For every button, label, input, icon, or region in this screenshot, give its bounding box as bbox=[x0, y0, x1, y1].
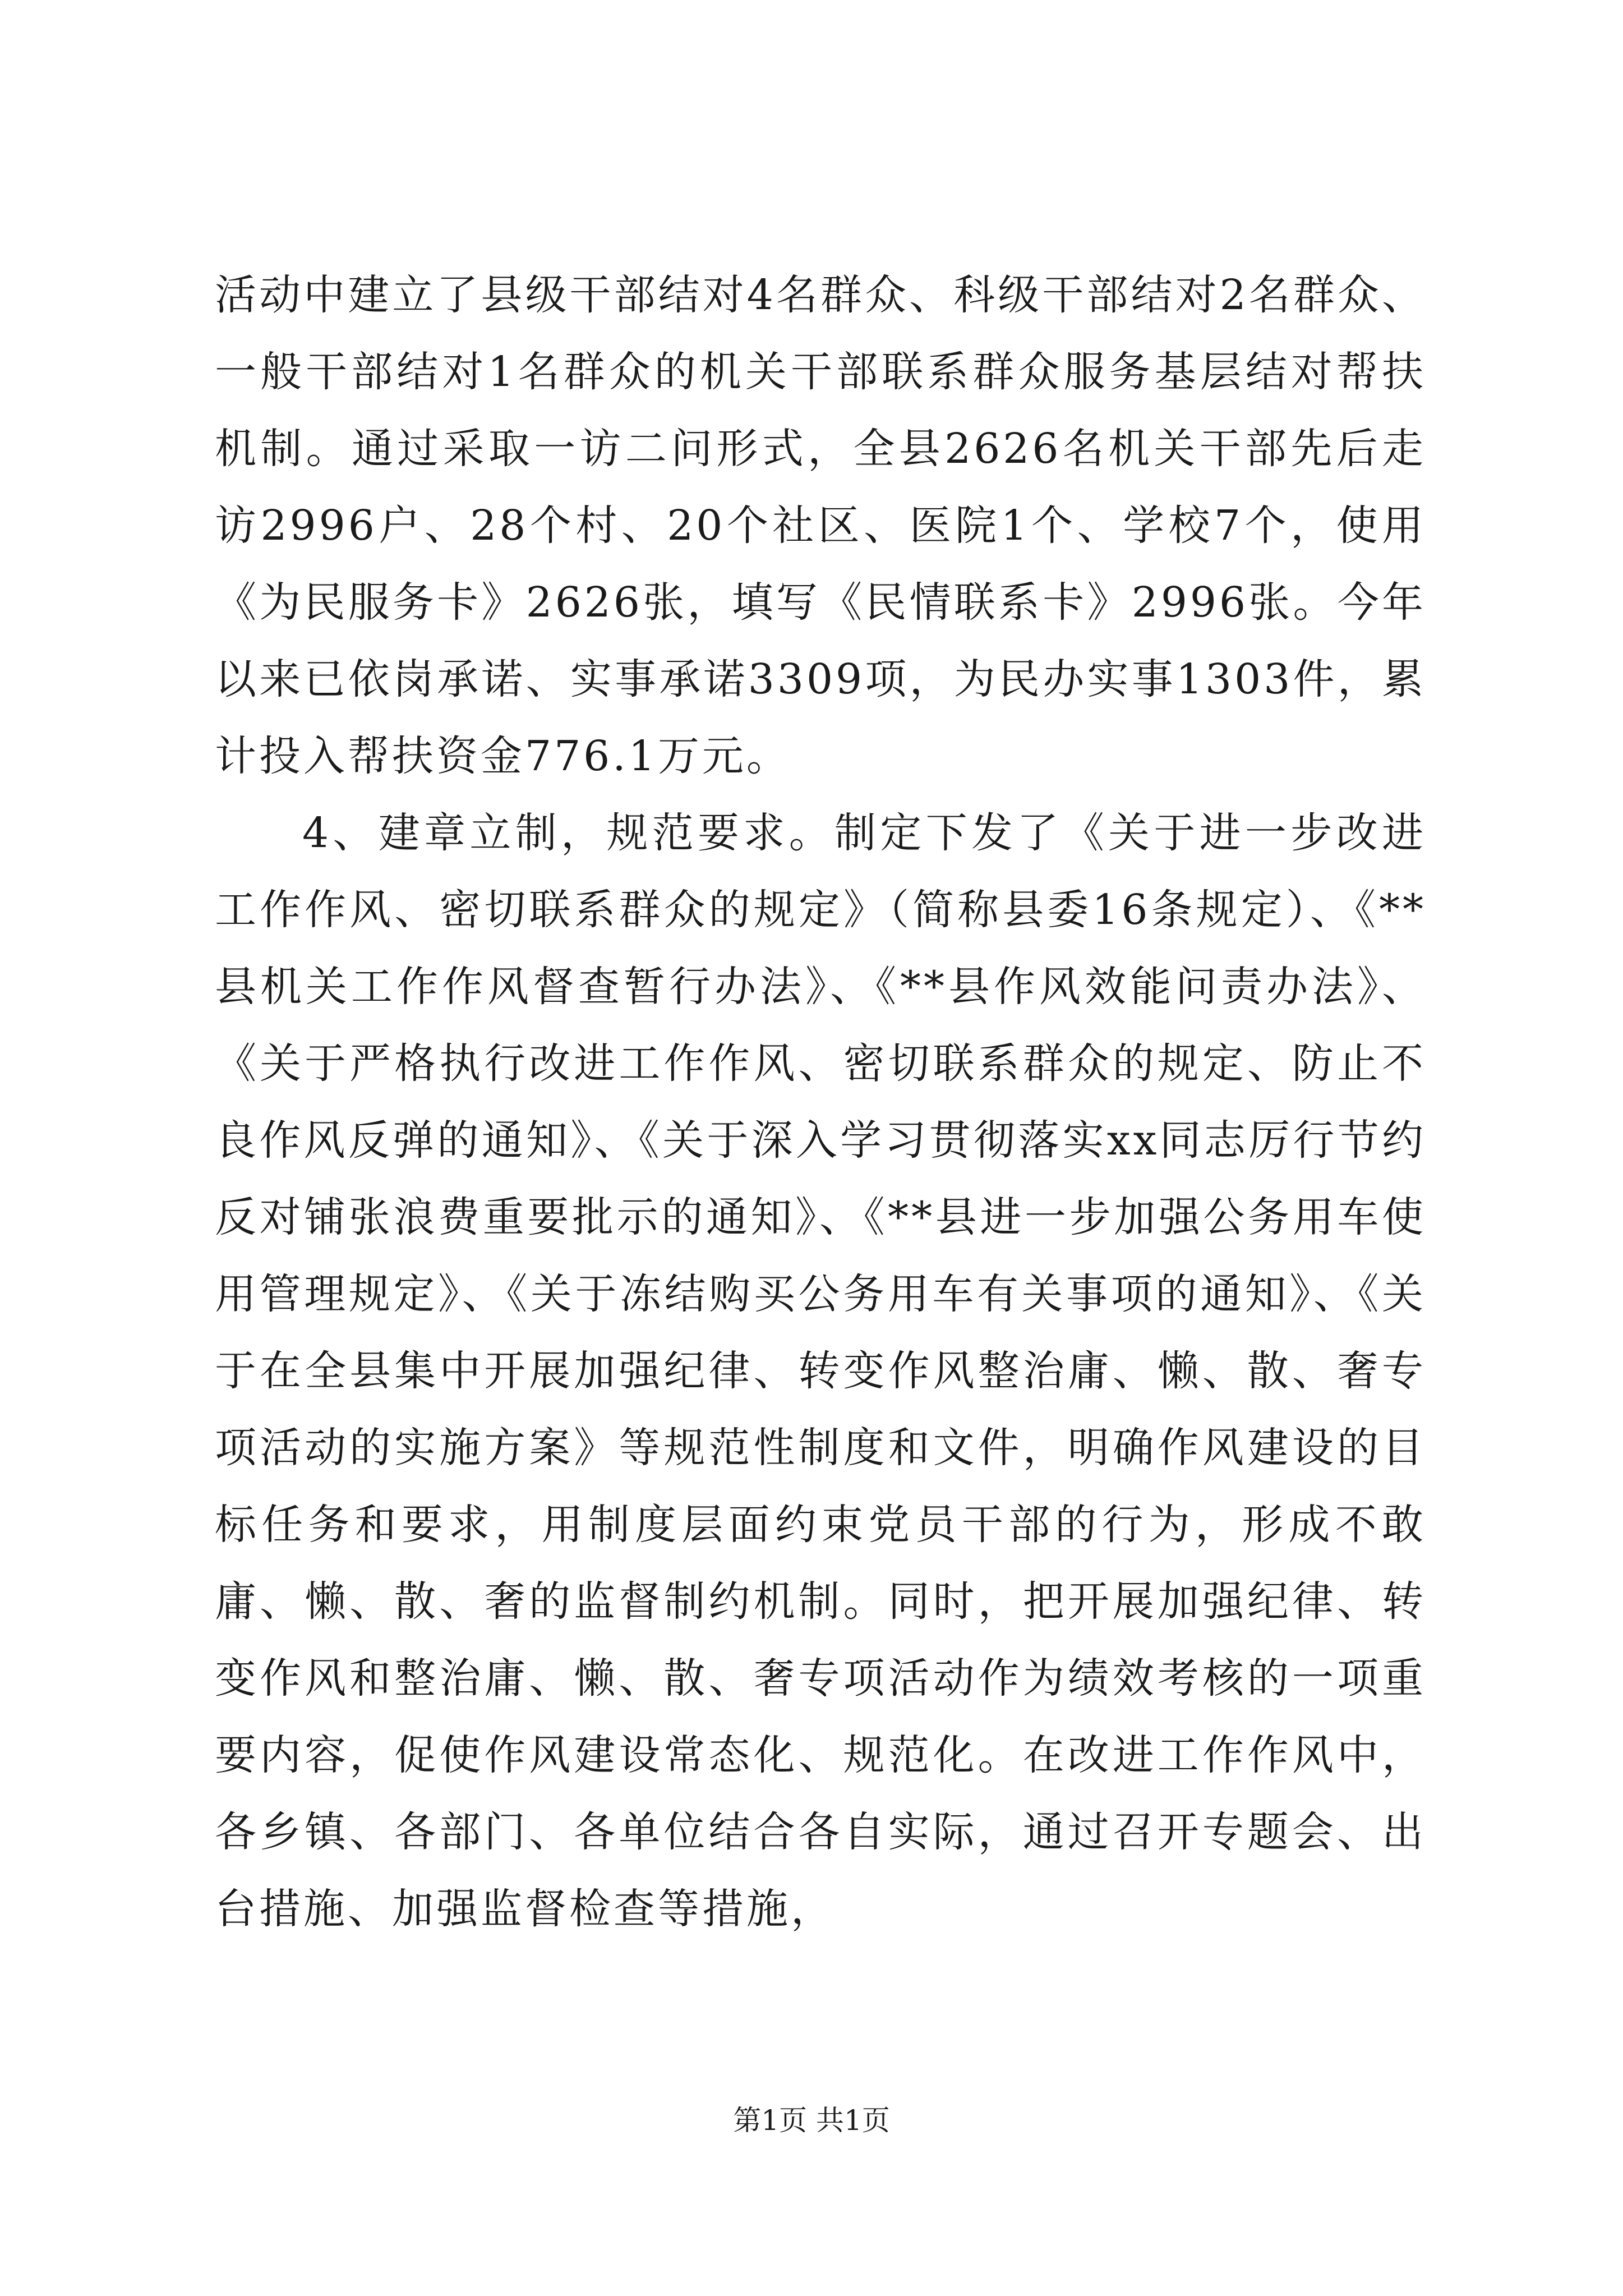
document-body bbox=[215, 257, 1426, 1948]
paragraph-continued: 活动中建立了县级干部结对4名群众、科级干部结对2名群众、一般干部结对1名群众的机关干部联系群众服务基层结对帮扶机制。通过采取一访二问形式，全县2626名机关干部先后走访2996户、28个村、20个社区、医院1个、学校7个，使用《为民服务卡》2626张，填写《民情联系卡》2996张。今年以来已依岗承诺、实事承诺3309项，为民办实事1303件，累计投入帮扶资金776.1万元。 bbox=[215, 271, 1426, 780]
page-footer: 第1页 共1页 bbox=[733, 2104, 890, 2137]
paragraph-section-4: 4、建章立制，规范要求。制定下发了《关于进一步改进工作作风、密切联系群众的规定》（简称县委16条规定）、《**县机关工作作风督查暂行办法》、《**县作风效能问责办法》、《关于严格执行改进工作作风、密切联系群众的规定、防止不良作风反弹的通知》、《关于深入学习贯彻落实xx同志厉行节约反对铺张浪费重要批示的通知》、《**县进一步加强公务用车使用管理规定》、《关于冻结购买公务用车有关事项的通知》、《关于在全县集中开展加强纪律、转变作风整治庸、懒、散、奢专项活动的实施方案》等规范性制度和文件，明确作风建设的目标任务和要求，用制度层面约束党员干部的行为，形成不敢庸、懒、散、奢的监督制约机制。同时，把开展加强纪律、转变作风和整治庸、懒、散、奢专项活动作为绩效考核的一项重要内容，促使作风建设常态化、规范化。在改进工作作风中，各乡镇、各部门、各单位结合各自实际，通过召开专题会、出台措施、加强监督检查等措施， bbox=[215, 809, 1426, 1933]
